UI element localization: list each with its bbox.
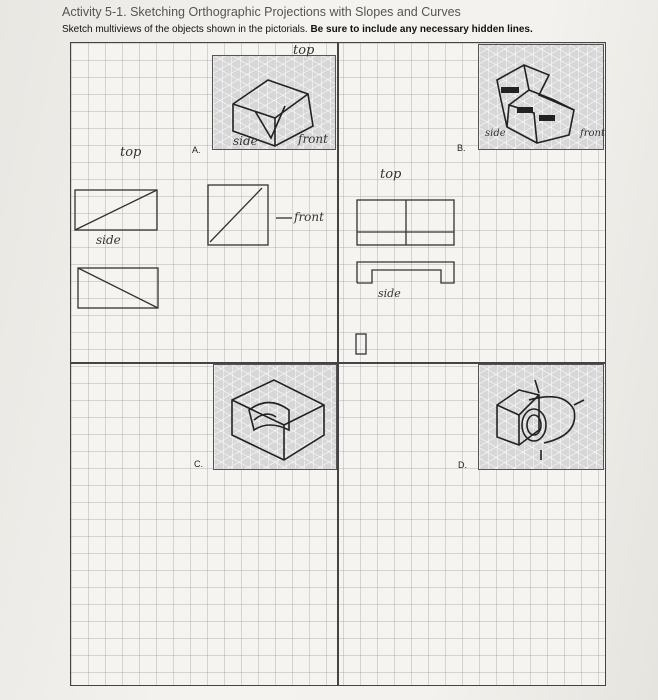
label-a: A. <box>192 145 201 155</box>
hand-note-b-top: top <box>380 167 402 182</box>
hand-note-a-front: front <box>294 210 324 224</box>
hand-note-b-pic-front: front <box>580 128 605 139</box>
hand-note-b-side: side <box>378 287 401 300</box>
hand-note-a-side: side <box>96 233 121 247</box>
pictorial-d-drawing <box>479 365 605 471</box>
hand-note-a-pic-top: top <box>293 43 315 58</box>
instruction-bold-text: Be sure to include any necessary hidden lines. <box>310 24 533 35</box>
hand-note-a-pic-front: front <box>298 132 328 146</box>
pictorial-c <box>213 364 337 470</box>
hand-note-b-pic-side: side <box>485 128 506 139</box>
hand-note-a-pic-side: side <box>233 134 258 148</box>
label-d: D. <box>458 460 467 470</box>
pictorial-c-drawing <box>214 365 338 471</box>
pictorial-d <box>478 364 604 470</box>
hand-note-a-top: top <box>120 145 142 160</box>
label-c: C. <box>194 459 203 469</box>
label-b: B. <box>457 143 466 153</box>
activity-title: Activity 5-1. Sketching Orthographic Projections with Slopes and Curves <box>62 5 461 19</box>
instruction-text: Sketch multiviews of the objects shown in the pictorials. <box>62 24 308 35</box>
